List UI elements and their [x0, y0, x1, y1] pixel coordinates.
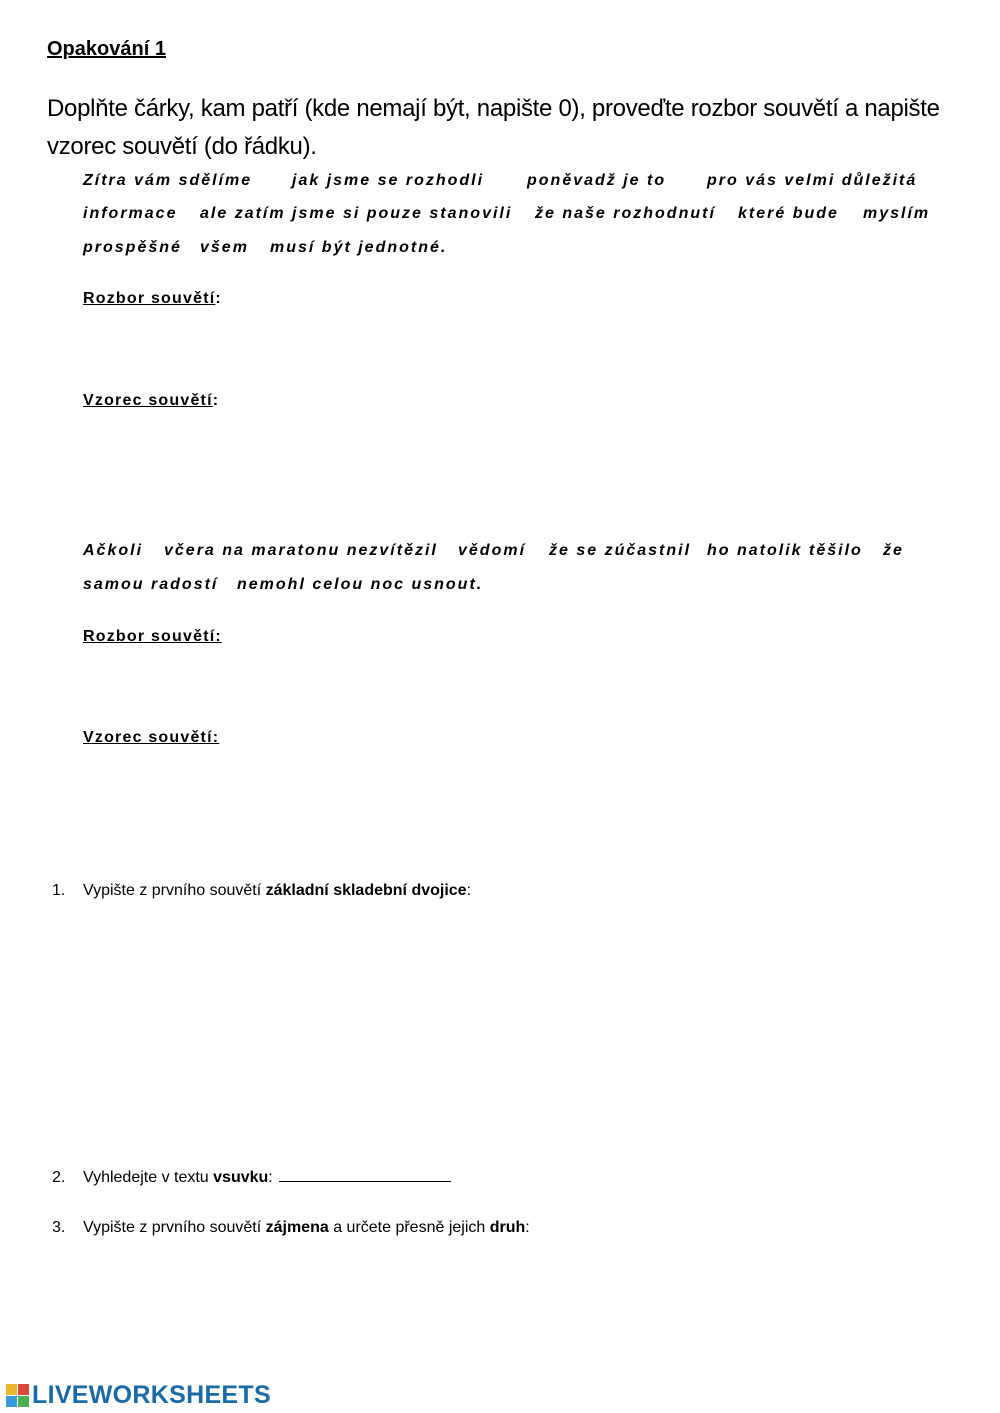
ex1-segment: že naše rozhodnutí — [535, 205, 716, 222]
task-text: Vypište z prvního souvětí — [83, 882, 266, 899]
task-bold: druh — [489, 1219, 526, 1236]
ex1-segment: myslím — [863, 205, 931, 222]
ex1-segment: jak jsme se rozhodli — [292, 172, 485, 189]
liveworksheets-logo — [6, 1381, 271, 1409]
task-number: 3. — [52, 1219, 66, 1236]
ex1-segment: Zítra vám sdělíme — [83, 172, 253, 189]
instruction-text: Doplňte čárky, kam patří (kde nemají být, napište 0), proveďte rozbor souvětí a napište vzorec souvětí (do řádku). — [47, 95, 940, 160]
ex1-segment: musí být jednotné. — [270, 239, 448, 256]
ex1-segment: ale zatím jsme si pouze stanovili — [200, 205, 513, 222]
ex2-segment: že se zúčastnil — [549, 542, 692, 559]
ex2-vzorec-label: Vzorec souvětí: — [83, 729, 220, 746]
task-3 — [52, 1219, 530, 1237]
logo-block — [6, 1384, 17, 1395]
task-number: 2. — [52, 1169, 66, 1186]
ex2-segment: ho natolik těšilo — [707, 542, 863, 559]
ex1-vzorec-label — [83, 392, 219, 410]
ex1-vzorec-colon: : — [212, 392, 220, 409]
ex1-rozbor-colon: : — [215, 290, 222, 307]
worksheet-title: Opakování 1 — [47, 38, 166, 60]
task-number: 1. — [52, 882, 66, 899]
task-text: : — [466, 882, 472, 899]
ex1-vzorec-label-text: Vzorec souvětí — [83, 392, 213, 409]
task-bold: vsuvku — [213, 1169, 269, 1186]
ex1-segment: informace — [83, 205, 178, 222]
ex1-segment: prospěšné — [83, 239, 182, 256]
task-2 — [52, 1167, 451, 1187]
ex2-segment: samou radostí — [83, 576, 219, 593]
ex1-rozbor-label — [83, 290, 222, 308]
logo-block — [18, 1396, 29, 1407]
logo-text: LIVEWORKSHEETS — [32, 1380, 271, 1409]
logo-blocks-icon — [6, 1384, 29, 1407]
ex2-segment: Ačkoli — [83, 542, 144, 559]
ex1-segment: všem — [200, 239, 249, 256]
ex2-rozbor-label: Rozbor souvětí: — [83, 628, 222, 645]
task-bold: zájmena — [265, 1219, 329, 1236]
task-text: Vyhledejte v textu — [83, 1169, 214, 1186]
ex2-segment: že — [883, 542, 904, 559]
task-text: : — [525, 1219, 530, 1236]
logo-block — [6, 1396, 17, 1407]
ex1-rozbor-label-text: Rozbor souvětí — [83, 290, 216, 307]
ex2-segment: vědomí — [458, 542, 527, 559]
task-1 — [52, 882, 471, 900]
task-text: Vypište z prvního souvětí — [83, 1219, 266, 1236]
ex1-segment: poněvadž je to — [527, 172, 667, 189]
task-bold: základní skladební dvojice — [265, 882, 467, 899]
ex1-segment: které bude — [738, 205, 839, 222]
ex1-segment: pro vás velmi důležitá — [707, 172, 918, 189]
task-text: a určete přesně jejich — [328, 1219, 490, 1236]
logo-block — [18, 1384, 29, 1395]
task-text: : — [268, 1169, 273, 1186]
ex2-segment: včera na maratonu nezvítězil — [164, 542, 438, 559]
ex2-segment: nemohl celou noc usnout. — [237, 576, 484, 593]
vsuvka-answer-blank[interactable] — [279, 1167, 451, 1182]
